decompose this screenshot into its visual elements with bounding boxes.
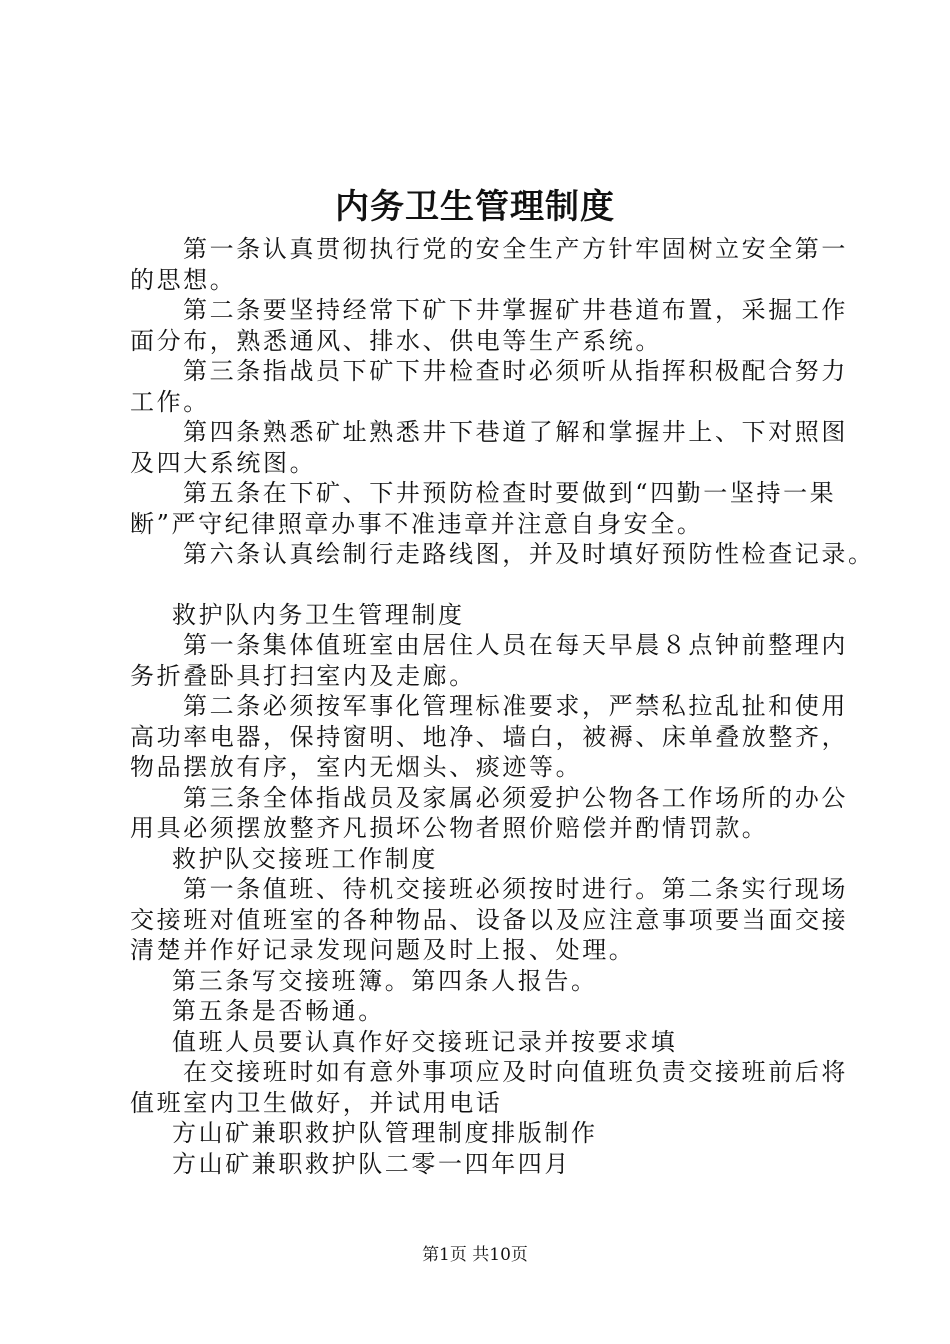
article-line: 交接班对值班室的各种物品、设备以及应注意事项要当面交接: [130, 905, 849, 934]
article-line: 第五条在下矿、下井预防检查时要做到“四勤一坚持一果: [183, 479, 837, 507]
article-line: 断”严守纪律照章办事不准违章并注意自身安全。: [130, 509, 704, 538]
article-line: 第三条写交接班簿。第四条人报告。: [172, 966, 598, 995]
paragraph-gap: [130, 570, 835, 600]
article-line: 在交接班时如有意外事项应及时向值班负责交接班前后将: [183, 1058, 848, 1086]
article-line: 的思想。: [130, 265, 237, 294]
article-line: 第二条要坚持经常下矿下井掌握矿井巷道布置，采掘工作: [183, 296, 848, 324]
article-line: 第五条是否畅通。: [172, 997, 385, 1025]
article-line: 面分布，熟悉通风、排水、供电等生产系统。: [130, 326, 662, 355]
article-line: 高功率电器，保持窗明、地净、墙白，被褥、床单叠放整齐，: [130, 722, 849, 751]
article-line: 物品摆放有序，室内无烟头、痰迹等。: [130, 753, 583, 781]
article-line: 工作。: [130, 387, 210, 416]
article-line: 清楚并作好记录发现问题及时上报、处理。: [130, 936, 636, 964]
article-line: 第三条全体指战员及家属必须爱护公物各工作场所的办公: [183, 783, 848, 812]
article-line: 用具必须摆放整齐凡损坏公物者照价赔偿并酌情罚款。: [130, 814, 769, 842]
article-line: 第一条认真贯彻执行党的安全生产方针牢固树立安全第一: [183, 235, 848, 263]
page-number: 第1页 共10页: [422, 1245, 528, 1265]
article-line: 值班人员要认真作好交接班记录并按要求填: [172, 1027, 678, 1056]
document-body: [130, 234, 875, 1179]
section-heading: 救护队交接班工作制度: [172, 844, 438, 873]
section-heading: 救护队内务卫生管理制度: [172, 600, 465, 629]
signature-line: 方山矿兼职救护队管理制度排版制作: [172, 1119, 598, 1147]
article-line: 第六条认真绘制行走路线图，并及时填好预防性检查记录。: [183, 540, 875, 568]
article-line: 第一条集体值班室由居住人员在每天早晨８点钟前整理内: [183, 631, 848, 659]
article-line: 值班室内卫生做好，并试用电话: [130, 1088, 503, 1117]
article-line: 第二条必须按军事化管理标准要求，严禁私拉乱扯和使用: [183, 692, 848, 720]
article-line: 务折叠卧具打扫室内及走廊。: [130, 661, 476, 690]
article-line: 第一条值班、待机交接班必须按时进行。第二条实行现场: [183, 875, 848, 903]
article-line: 第四条熟悉矿址熟悉井下巷道了解和掌握井上、下对照图: [183, 418, 848, 446]
document-title: 内务卫生管理制度: [335, 187, 615, 227]
signature-line: 方山矿兼职救护队二零一四年四月: [172, 1149, 571, 1178]
article-line: 第三条指战员下矿下井检查时必须听从指挥积极配合努力: [183, 357, 848, 385]
article-line: 及四大系统图。: [130, 448, 317, 477]
